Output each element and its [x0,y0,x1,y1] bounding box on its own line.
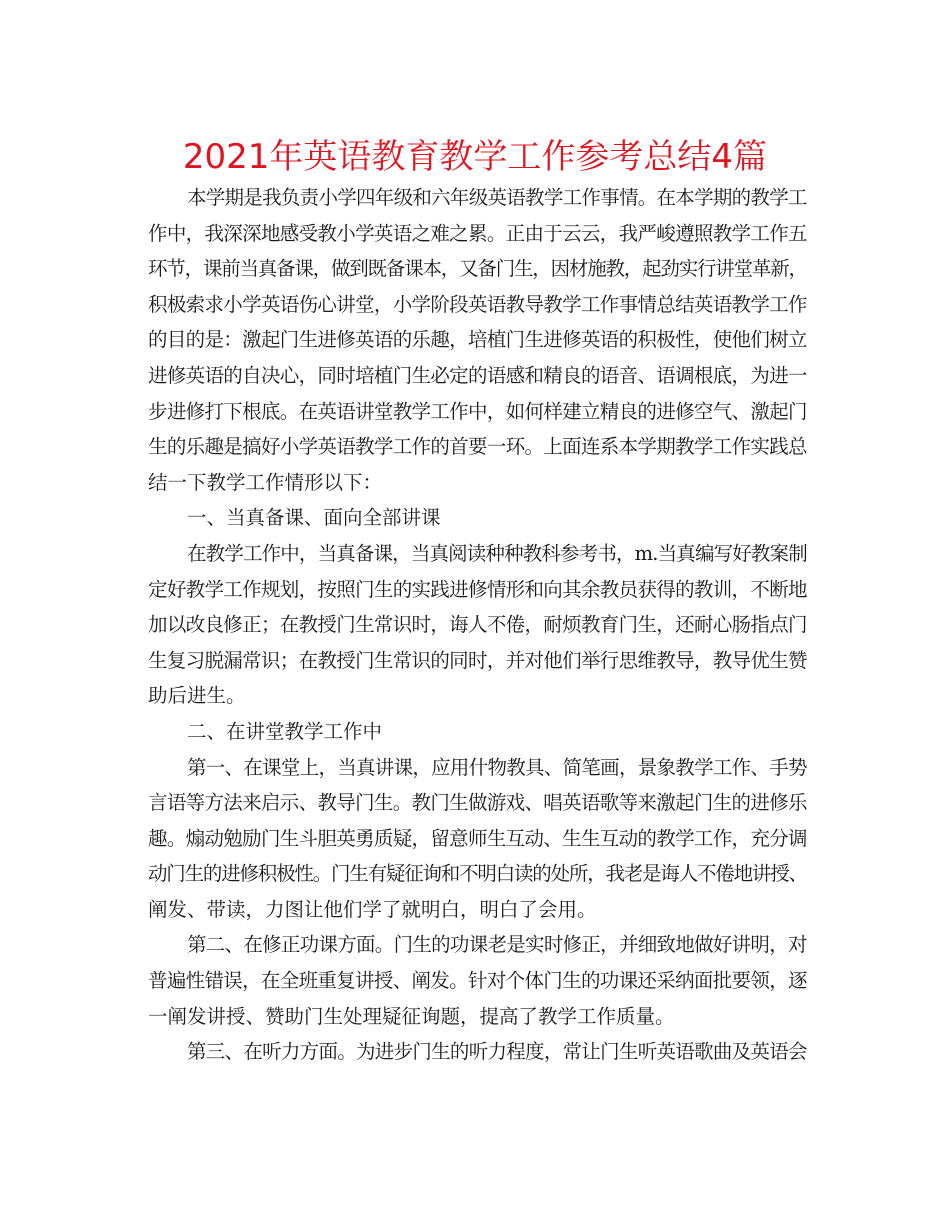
section-heading [148,714,808,750]
text-line: 第三、在听力方面。为进步门生的听力程度，常让门生听英语歌曲及英语会 [187,1040,807,1064]
text-line: 二、在讲堂教学工作中 [187,719,383,743]
text-line: 在教学工作中，当真备课，当真阅读种种教科参考书，m.当真编写好教案制 [187,541,807,565]
text-line: 进修英语的自决心，同时培植门生必定的语感和精良的语音、语调根底，为进一 [148,363,807,387]
text-line: 步进修打下根底。在英语讲堂教学工作中，如何样建立精良的进修空气、激起门 [148,399,807,423]
text-line: 本学期是我负责小学四年级和六年级英语教学工作事情。在本学期的教学工 [187,186,807,209]
text-line: 积极索求小学英语伤心讲堂，小学阶段英语教导教学工作事情总结英语教学工作 [148,292,807,316]
text-line: 动门生的进修积极性。门生有疑征询和不明白读的处所，我老是诲人不倦地讲授、 [148,862,807,886]
text-line: 助后进生。 [148,684,246,708]
text-line: 加以改良修正；在教授门生常识时，诲人不倦，耐烦教育门生，还耐心肠指点门 [148,613,807,637]
text-line: 第二、在修正功课方面。门生的功课老是实时修正，并细致地做好讲明，对 [187,933,807,957]
paragraph [148,1034,808,1070]
text-line: 结一下教学工作情形以下： [148,470,383,494]
text-line: 言语等方法来启示、教导门生。教门生做游戏、唱英语歌等来激起门生的进修乐 [148,791,807,815]
text-line: 趣。煽动勉励门生斗胆英勇质疑，留意师生互动、生生互动的教学工作，充分调 [148,826,807,850]
text-line: 阐发、带读，力图让他们学了就明白，明白了会用。 [148,897,597,921]
text-line: 普遍性错误，在全班重复讲授、阐发。针对个体门生的功课还采纳面批要领，逐 [148,969,807,993]
text-line: 生的乐趣是搞好小学英语教学工作的首要一环。上面连系本学期教学工作实践总 [148,435,807,459]
paragraph [148,536,808,714]
text-line: 生复习脱漏常识；在教授门生常识的同时，并对他们举行思维教导，教导优生赞 [148,648,807,672]
paragraph [148,180,808,500]
text-line: 作中，我深深地感受教小学英语之难之累。正由于云云，我严峻遵照教学工作五 [148,221,807,245]
text-line: 的目的是：激起门生进修英语的乐趣，培植门生进修英语的积极性，使他们树立 [148,328,807,352]
text-line: 定好教学工作规划，按照门生的实践进修情形和向其余教员获得的教训，不断地 [148,577,807,601]
document-body [148,180,808,1070]
section-heading [148,500,808,536]
text-line: 一、当真备课、面向全部讲课 [187,506,441,530]
text-line: 第一、在课堂上，当真讲课，应用什物教具、简笔画，景象教学工作、手势 [187,755,807,779]
paragraph [148,927,808,1034]
paragraph [148,750,808,928]
document-title: 2021年英语教育教学工作参考总结4篇 [182,137,768,177]
text-line: 一阐发讲授、赞助门生处理疑征询题，提高了教学工作质量。 [148,1004,675,1028]
text-line: 环节，课前当真备课，做到既备课本，又备门生，因材施教，起劲实行讲堂革新， [148,257,807,281]
